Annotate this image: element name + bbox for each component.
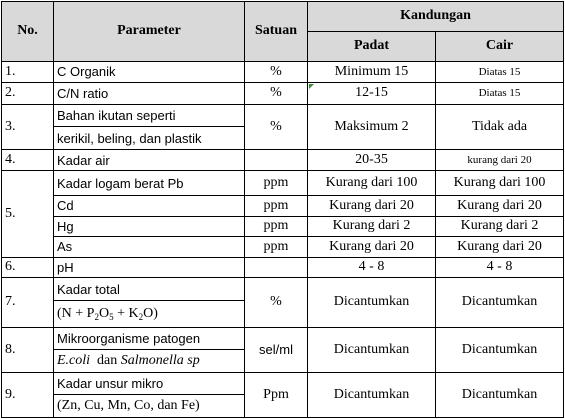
row-param-line1: Bahan ikutan seperti — [54, 104, 245, 127]
row-cair: Diatas 15 — [436, 83, 564, 105]
row-satuan: % — [245, 83, 308, 105]
row-param: Kadar air — [54, 149, 245, 171]
table-row — [2, 257, 564, 278]
row-satuan: % — [245, 278, 308, 327]
row-param-line1: Kadar total — [54, 278, 245, 301]
row-cair: Dicantumkan — [436, 278, 564, 327]
row-param-line1: Mikroorganisme patogen — [54, 327, 245, 350]
row-no: 4. — [2, 149, 54, 171]
row-no: 1. — [2, 61, 54, 83]
row-padat — [308, 83, 436, 105]
row-param: pH — [54, 257, 245, 278]
row-cair: kurang dari 20 — [436, 149, 564, 171]
row-no: 8. — [2, 327, 54, 372]
row-satuan: % — [245, 61, 308, 83]
row-padat: Kurang dari 20 — [308, 237, 436, 258]
row-padat: Dicantumkan — [308, 278, 436, 327]
table-row — [2, 216, 564, 237]
row-satuan: ppm — [245, 171, 308, 196]
row-no: 9. — [2, 372, 54, 417]
row-no: 3. — [2, 104, 54, 149]
header-parameter: Parameter — [54, 2, 245, 62]
row-cair: Diatas 15 — [436, 61, 564, 83]
row-satuan — [245, 149, 308, 171]
row-cair: Dicantumkan — [436, 372, 564, 417]
row-padat: Kurang dari 20 — [308, 196, 436, 217]
table-row — [2, 149, 564, 171]
row-cair: Kurang dari 20 — [436, 237, 564, 258]
row-cair: 4 - 8 — [436, 257, 564, 278]
row-no: 7. — [2, 278, 54, 327]
row-cair: Kurang dari 100 — [436, 171, 564, 196]
row-param: Cd — [54, 196, 245, 217]
row-padat: Kurang dari 2 — [308, 216, 436, 237]
table-row — [2, 327, 564, 350]
table-row — [2, 237, 564, 258]
header-no: No. — [2, 2, 54, 62]
row-satuan: % — [245, 104, 308, 149]
row-padat: Minimum 15 — [308, 61, 436, 83]
row-param-line2: kerikil, beling, dan plastik — [54, 127, 245, 150]
row-param-formula: $(N + P_2O_5 + K_2O)$ — [54, 300, 245, 327]
row-satuan: ppm — [245, 237, 308, 258]
row-cair: Tidak ada — [436, 104, 564, 149]
row-satuan: Ppm — [245, 372, 308, 417]
row-padat: Dicantumkan — [308, 372, 436, 417]
table-row — [2, 171, 564, 196]
row-padat: Kurang dari 100 — [308, 171, 436, 196]
row-cair: Kurang dari 2 — [436, 216, 564, 237]
row-no: 2. — [2, 83, 54, 105]
row-padat-value: 12-15 — [355, 85, 388, 101]
row-param: As — [54, 237, 245, 258]
row-param: Hg — [54, 216, 245, 237]
row-satuan: ppm — [245, 196, 308, 217]
row-no: 6. — [2, 257, 54, 278]
row-no: 5. — [2, 171, 54, 257]
row-padat: Dicantumkan — [308, 327, 436, 372]
table-row — [2, 61, 564, 83]
row-padat: 4 - 8 — [308, 257, 436, 278]
comment-marker-icon — [309, 84, 314, 89]
header-kandungan: Kandungan — [308, 2, 564, 32]
row-param: Kadar logam berat Pb — [54, 171, 245, 196]
table-row — [2, 104, 564, 127]
row-param-line2: (Zn, Cu, Mn, Co, dan Fe) — [54, 395, 245, 418]
table-row — [2, 372, 564, 395]
fertilizer-spec-table — [1, 1, 564, 418]
table-row — [2, 83, 564, 105]
header-padat: Padat — [308, 31, 436, 61]
row-cair: Dicantumkan — [436, 327, 564, 372]
row-padat: 20-35 — [308, 149, 436, 171]
row-padat: Maksimum 2 — [308, 104, 436, 149]
row-param: C/N ratio — [54, 83, 245, 105]
row-satuan — [245, 257, 308, 278]
row-param: C Organik — [54, 61, 245, 83]
table-row — [2, 278, 564, 301]
table-row — [2, 196, 564, 217]
row-satuan: sel/ml — [245, 327, 308, 372]
header-satuan: Satuan — [245, 2, 308, 62]
header-cair: Cair — [436, 31, 564, 61]
row-param-line2: E.coli dan Salmonella sp — [54, 350, 245, 373]
row-satuan: ppm — [245, 216, 308, 237]
row-cair: Kurang dari 20 — [436, 196, 564, 217]
row-param-line1: Kadar unsur mikro — [54, 372, 245, 395]
